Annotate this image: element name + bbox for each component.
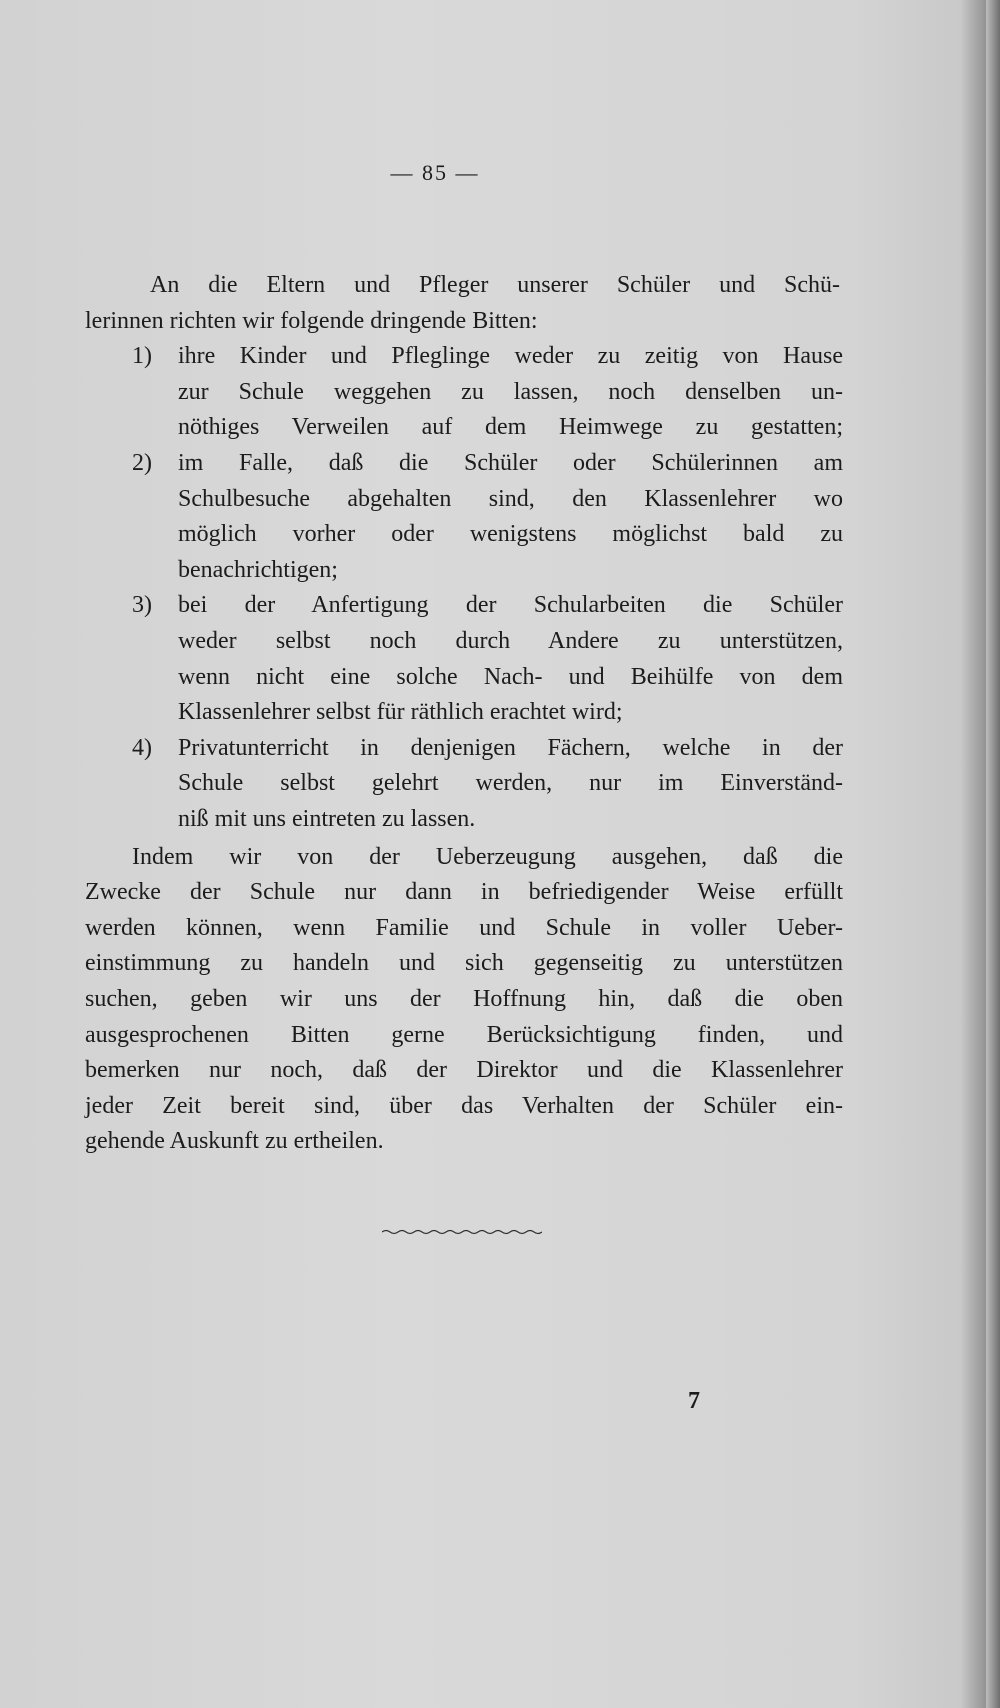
closing-line: gehende Auskunft zu ertheilen. (85, 1128, 384, 1155)
request-line: nöthiges Verweilen auf dem Heimwege zu gestatten; (178, 414, 843, 441)
request-number: 3) (132, 592, 152, 619)
request-line: Privatunterricht in denjenigen Fächern, welche in der (178, 734, 843, 761)
request-number: 2) (132, 450, 152, 476)
request-line: benachrichtigen; (178, 556, 338, 583)
request-line: Klassenlehrer selbst für räthlich erachtet wird; (178, 699, 623, 726)
request-line: Schule selbst gelehrt werden, nur im Einverständ- (178, 770, 843, 797)
closing-line: Zwecke der Schule nur dann in befriedigender Weise erfüllt (85, 879, 843, 906)
request-line: niß mit uns eintreten zu lassen. (178, 806, 476, 832)
wavy-separator-rule (382, 1228, 542, 1236)
intro-line: An die Eltern und Pfleger unserer Schüler und Schü- (150, 272, 840, 298)
closing-line: einstimmung zu handeln und sich gegenseitig zu unterstützen (85, 950, 843, 977)
closing-line: ausgesprochenen Bitten gerne Berücksichtigung finden, und (85, 1021, 843, 1048)
closing-line: jeder Zeit bereit sind, über das Verhalten der Schüler ein- (85, 1092, 843, 1119)
request-line: bei der Anfertigung der Schularbeiten die Schüler (178, 592, 843, 619)
closing-line: suchen, geben wir uns der Hoffnung hin, daß die oben (85, 986, 843, 1012)
request-line: wenn nicht eine solche Nach- und Beihülfe von dem (178, 663, 843, 690)
request-line: Schulbesuche abgehalten sind, den Klassenlehrer wo (178, 485, 843, 512)
request-line: möglich vorher oder wenigstens möglichst bald zu (178, 521, 843, 548)
request-line: im Falle, daß die Schüler oder Schülerinnen am (178, 450, 843, 476)
intro-line: lerinnen richten wir folgende dringende Bitten: (85, 307, 538, 334)
page-number: — 85 — (390, 160, 480, 185)
request-line: weder selbst noch durch Andere zu unterstützen, (178, 628, 843, 654)
request-line: zur Schule weggehen zu lassen, noch denselben un- (178, 378, 843, 405)
closing-line: werden können, wenn Familie und Schule in voller Ueber- (85, 914, 843, 941)
signature-mark: 7 (688, 1388, 700, 1414)
request-line: ihre Kinder und Pfleglinge weder zu zeitig von Hause (178, 343, 843, 370)
closing-line: bemerken nur noch, daß der Direktor und die Klassenlehrer (85, 1057, 843, 1084)
closing-line: Indem wir von der Ueberzeugung ausgehen, daß die (132, 843, 843, 870)
page-edge-shadow (986, 0, 1000, 1708)
request-number: 4) (132, 734, 152, 761)
request-number: 1) (132, 343, 152, 370)
